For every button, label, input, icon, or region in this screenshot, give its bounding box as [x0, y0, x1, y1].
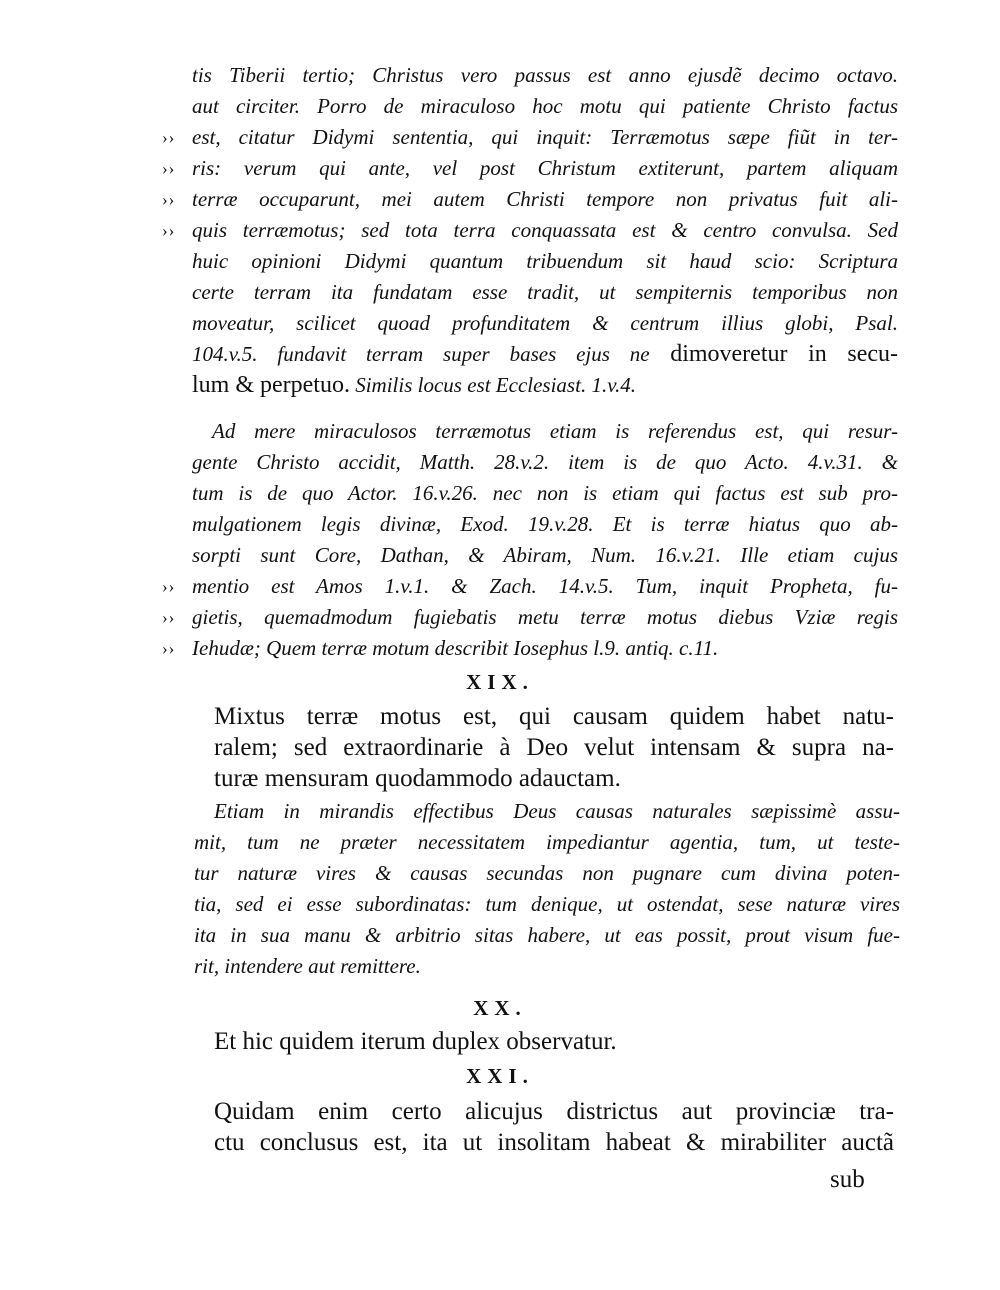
- text-line: ›› gietis, quemadmodum fugiebatis metu terræ motus diebus Vziæ regis: [192, 602, 898, 633]
- text-line: Quidam enim certo alicujus districtus aut provinciæ tra-: [214, 1098, 894, 1125]
- text-line: rit, intendere aut remittere.: [194, 954, 421, 978]
- text-line: Mixtus terræ motus est, qui causam quidem habet natu-: [214, 703, 894, 730]
- text-line: sorpti sunt Core, Dathan, & Abiram, Num. 16.v.21. Ille etiam cujus: [192, 543, 898, 567]
- quote-mark: ››: [162, 577, 176, 596]
- thesis-xxi: [214, 1096, 894, 1158]
- thesis-xx: [214, 1026, 894, 1057]
- quote-mark: ››: [162, 639, 176, 658]
- thesis-xix: [214, 701, 894, 794]
- text-line: Et hic quidem iterum duplex observatur.: [214, 1028, 617, 1055]
- text-line: turæ mensuram quodammodo adauctam.: [214, 765, 621, 792]
- quote-mark: ››: [162, 608, 176, 627]
- text-line: moveatur, scilicet quoad profunditatem & centrum illius globi, Psal.: [192, 311, 898, 335]
- text-line: ›› mentio est Amos 1.v.1. & Zach. 14.v.5. Tum, inquit Propheta, fu-: [192, 571, 898, 602]
- text-line: ita in sua manu & arbitrio sitas habere, ut eas possit, prout visum fue-: [194, 923, 900, 947]
- text-line: tia, sed ei esse subordinatas: tum denique, ut ostendat, sese naturæ vires: [194, 892, 900, 916]
- text-line: mit, tum ne præter necessitatem impediantur agentia, tum, ut teste-: [194, 830, 900, 854]
- quote-mark: ››: [162, 221, 176, 240]
- section-heading-xx: XX.: [473, 996, 527, 1020]
- text-line: Ad mere miraculosos terræmotus etiam is referendus est, qui resur-: [212, 419, 898, 443]
- paragraph-didymus: [162, 60, 898, 401]
- text-line: ›› quis terræmotus; sed tota terra conquassata est & centro convulsa. Sed: [192, 215, 898, 246]
- catchword: sub: [830, 1166, 865, 1193]
- quote-mark: ››: [162, 190, 176, 209]
- text-line: ctu conclusus est, ita ut insolitam habeat & mirabiliter auctã: [214, 1129, 894, 1156]
- text-line: tis Tiberii tertio; Christus vero passus est anno ejusdẽ decimo octavo.: [192, 63, 898, 87]
- quote-mark: ››: [162, 159, 176, 178]
- text-line: tur naturæ vires & causas secundas non pugnare cum divina poten-: [194, 861, 900, 885]
- paragraph-miraculous-earthquakes: [162, 416, 898, 664]
- section-heading-xxi: XXI.: [466, 1064, 534, 1088]
- section-heading-xix: XIX.: [466, 670, 534, 694]
- text-line: ›› ris: verum qui ante, vel post Christum extiterunt, partem aliquam: [192, 153, 898, 184]
- text-line: ›› Iehudæ; Quem terræ motum describit Iosephus l.9. antiq. c.11.: [192, 633, 898, 664]
- text-line: ›› est, citatur Didymi sententia, qui inquit: Terræmotus sæpe fiũt in ter-: [192, 122, 898, 153]
- text-line: Etiam in mirandis effectibus Deus causas naturales sæpissimè assu-: [214, 799, 900, 823]
- text-line: tum is de quo Actor. 16.v.26. nec non is etiam qui factus est sub pro-: [192, 481, 898, 505]
- text-line: mulgationem legis divinæ, Exod. 19.v.28. Et is terræ hiatus quo ab-: [192, 512, 898, 536]
- quote-mark: ››: [162, 128, 176, 147]
- text-line: lum & perpetuo. Similis locus est Ecclesiast. 1.v.4.: [192, 372, 636, 398]
- paragraph-god-natural-causes: [194, 796, 900, 982]
- text-line: aut circiter. Porro de miraculoso hoc motu qui patiente Christo factus: [192, 94, 898, 118]
- text-line: certe terram ita fundatam esse tradit, ut sempiternis temporibus non: [192, 280, 898, 304]
- text-line: gente Christo accidit, Matth. 28.v.2. item is de quo Acto. 4.v.31. &: [192, 450, 898, 474]
- text-line: 104.v.5. fundavit terram super bases ejus ne dimoveretur in secu-: [192, 341, 898, 367]
- text-line: ›› terræ occuparunt, mei autem Christi tempore non privatus fuit ali-: [192, 184, 898, 215]
- text-line: ralem; sed extraordinarie à Deo velut intensam & supra na-: [214, 734, 894, 761]
- text-line: huic opinioni Didymi quantum tribuendum sit haud scio: Scriptura: [192, 249, 898, 273]
